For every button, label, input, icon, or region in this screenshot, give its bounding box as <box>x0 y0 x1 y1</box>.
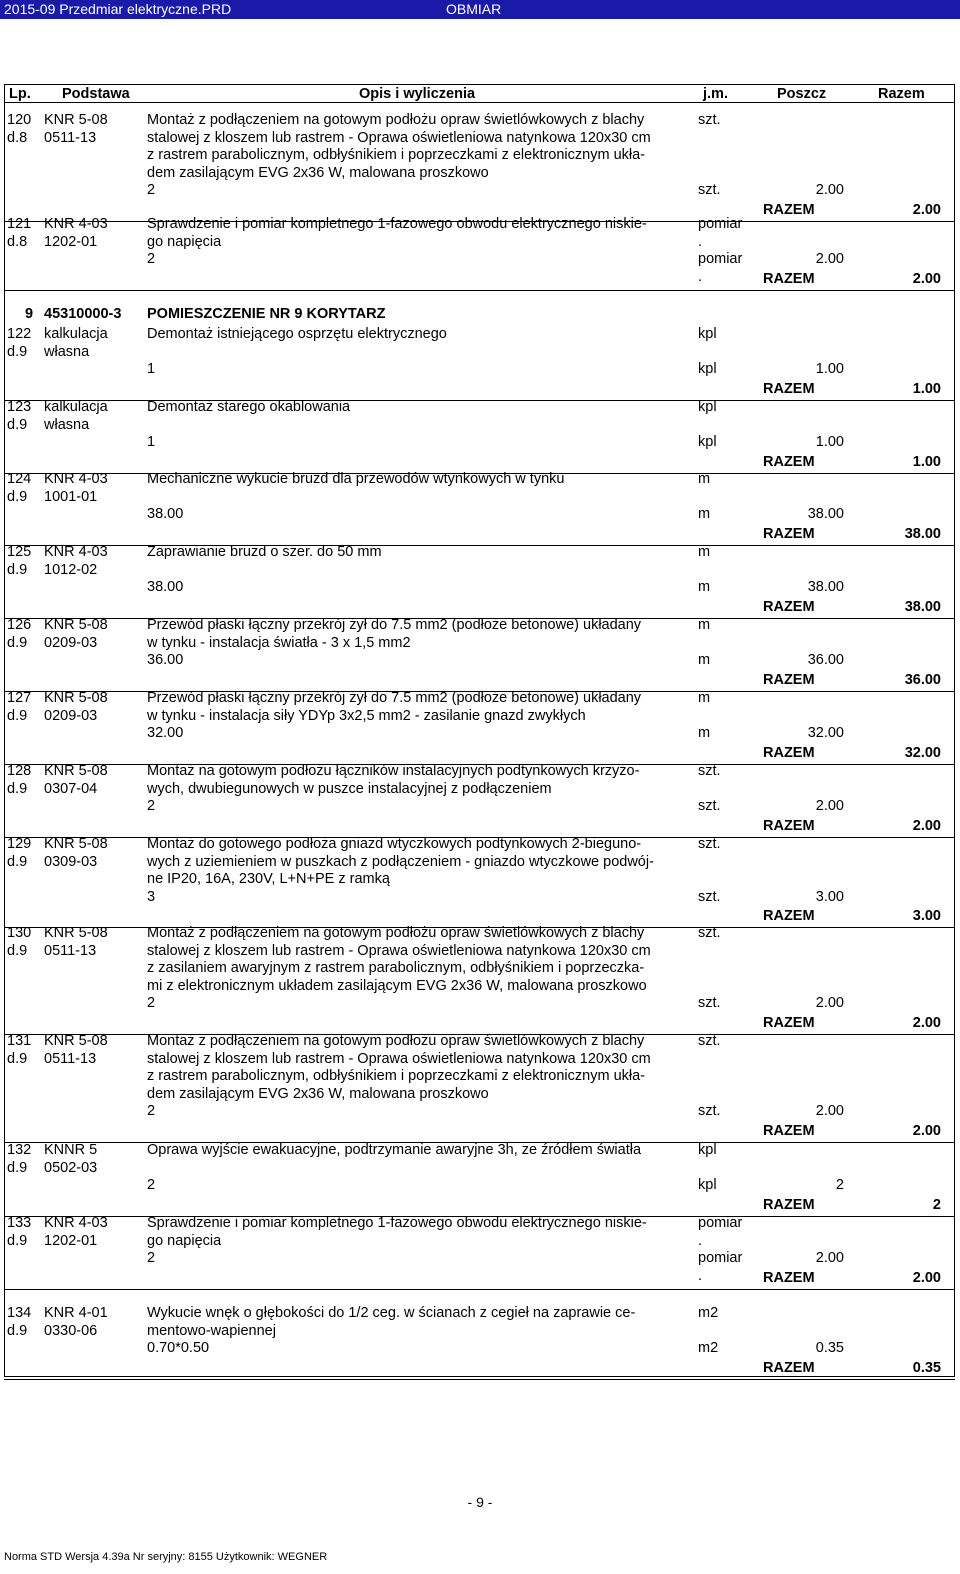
item-description-line: Sprawdzenie i pomiar kompletnego 1-fazowego obwodu elektrycznego niskie- <box>147 1215 647 1231</box>
item-chapter: d.9 <box>7 343 28 360</box>
item-calculation: 1 <box>147 434 156 451</box>
software-footer: Norma STD Wersja 4.39a Nr seryjny: 8155 Użytkownik: WEGNER <box>4 1551 328 1563</box>
item-base-position: własna <box>44 416 90 433</box>
item-chapter: d.9 <box>7 1159 28 1176</box>
item-calc-unit: m <box>698 506 711 523</box>
item-unit: m <box>698 471 711 487</box>
item-calc-unit: m <box>698 725 711 742</box>
item-chapter: d.9 <box>7 853 28 870</box>
item-calculation: 0.70*0.50 <box>147 1340 210 1357</box>
item-description-line: w tynku - instalacja siły YDYp 3x2,5 mm2 - zasilanie gnazd zwykłych <box>147 707 586 724</box>
item-base-position: 1202-01 <box>44 233 98 250</box>
item-lp: 132 <box>7 1142 32 1158</box>
item-description-line: Oprawa wyjście ewakuacyjne, podtrzymanie awaryjne 3h, ze źródłem światła <box>147 1142 642 1158</box>
item-description-line: stalowej z kloszem lub rastrem - Oprawa oświetleniowa natynkowa 120x30 cm <box>147 129 651 146</box>
item-description-line: Wykucie wnęk o głębokości do 1/2 ceg. w ścianach z cegieł na zaprawie ce- <box>147 1305 636 1321</box>
item-total-label: RAZEM <box>763 1123 815 1139</box>
item-base-catalog: KNR 4-03 <box>44 1215 108 1231</box>
item-unit: m <box>698 690 711 706</box>
item-base-position: 0307-04 <box>44 780 98 797</box>
item-total-value: 1.00 <box>912 453 941 470</box>
item-total-label: RAZEM <box>763 270 815 287</box>
item-lp: 120 <box>7 112 32 128</box>
item-base-catalog: KNR 5-08 <box>44 1033 108 1049</box>
item-lp: 129 <box>7 836 32 852</box>
item-partial-quantity: 2.00 <box>815 1250 844 1267</box>
item-calc-unit: szt. <box>698 888 721 905</box>
item-base-position: 0209-03 <box>44 707 98 724</box>
item-calculation: 2 <box>147 798 156 815</box>
item-chapter: d.9 <box>7 488 28 505</box>
item-total-label: RAZEM <box>763 598 815 615</box>
item-description-line: stalowej z kloszem lub rastrem - Oprawa oświetleniowa natynkowa 120x30 cm <box>147 942 651 959</box>
item-unit: szt. <box>698 763 721 779</box>
item-description-line: Demontaż starego okablowania <box>147 399 351 415</box>
item-base-catalog: KNR 5-08 <box>44 690 108 706</box>
item-description-line: Przewód płaski łączny przekrój żył do 7.5 mm2 (podłoże betonowe) układany <box>147 690 642 706</box>
item-unit: kpl <box>698 399 717 415</box>
item-description-line: wych z uziemieniem w puszkach z podłączeniem - gniazdo wtyczkowe podwój- <box>147 853 654 870</box>
item-lp: 133 <box>7 1215 32 1231</box>
item-partial-quantity: 3.00 <box>815 888 844 905</box>
item-chapter: d.9 <box>7 416 28 433</box>
item-base-catalog: KNR 4-03 <box>44 216 108 232</box>
item-total-label: RAZEM <box>763 744 815 761</box>
item-description-line: Sprawdzenie i pomiar kompletnego 1-fazowego obwodu elektrycznego niskie- <box>147 216 647 232</box>
item-total-label: RAZEM <box>763 453 815 470</box>
item-lp: 134 <box>7 1305 32 1321</box>
item-partial-quantity: 0.35 <box>815 1340 844 1357</box>
item-chapter: d.9 <box>7 634 28 651</box>
item-base-catalog: KNR 5-08 <box>44 836 108 852</box>
item-partial-quantity: 2 <box>835 1177 844 1194</box>
item-total-label: RAZEM <box>763 817 815 834</box>
section-number: 9 <box>25 306 34 322</box>
item-partial-quantity: 38.00 <box>807 579 844 596</box>
item-description-line: Mechaniczne wykucie bruzd dla przewodów wtynkowych w tynku <box>147 471 565 487</box>
item-total-label: RAZEM <box>763 202 815 218</box>
item-description-line: z zasilaniem awaryjnym z rastrem parabolicznym, odbłyśnikiem i poprzeczka- <box>147 960 645 977</box>
item-base-position: własna <box>44 343 90 360</box>
item-calc-unit: kpl <box>698 1177 717 1194</box>
item-base-position: 0330-06 <box>44 1322 98 1339</box>
item-total-label: RAZEM <box>763 525 815 542</box>
item-unit: m2 <box>698 1305 719 1321</box>
item-base-position: 0511-13 <box>44 1050 97 1067</box>
item-base-position: 0511-13 <box>44 942 97 959</box>
item-unit: pomiar <box>698 216 743 232</box>
item-unit: szt. <box>698 836 721 852</box>
item-chapter: d.9 <box>7 707 28 724</box>
item-calculation: 32.00 <box>147 725 184 742</box>
item-unit: pomiar <box>698 1215 743 1231</box>
item-description-line: Montaż z podłączeniem na gotowym podłożu opraw świetlówkowych z blachy <box>147 925 645 941</box>
item-description-line: Montaż z podłączeniem na gotowym podłożu opraw świetlówkowych z blachy <box>147 1033 645 1049</box>
item-calc-unit: szt. <box>698 1103 721 1120</box>
item-calculation: 2 <box>147 1177 156 1194</box>
item-calc-unit: szt. <box>698 798 721 815</box>
item-description-line: dem zasilającym EVG 2x36 W, malowana proszkowo <box>147 164 489 181</box>
window-title: 2015-09 Przedmiar elektryczne.PRD <box>4 1 232 17</box>
col-header-lp: Lp. <box>9 86 31 102</box>
item-total-value: 0.35 <box>912 1359 941 1376</box>
item-partial-quantity: 2.00 <box>815 1103 844 1120</box>
item-base-catalog: kalkulacja <box>44 399 108 415</box>
section-title: POMIESZCZENIE NR 9 KORYTARZ <box>147 306 386 322</box>
item-base-position: 1012-02 <box>44 561 98 578</box>
col-header-opis: Opis i wyliczenia <box>359 86 476 102</box>
item-total-value: 1.00 <box>912 380 941 397</box>
item-description-line: dem zasilającym EVG 2x36 W, malowana proszkowo <box>147 1085 489 1102</box>
item-base-catalog: kalkulacja <box>44 326 108 342</box>
item-calculation: 36.00 <box>147 652 184 669</box>
col-header-poszcz: Poszcz <box>777 86 827 102</box>
item-description-line: z rastrem parabolicznym, odbłyśnikiem i poprzeczkami z elektronicznym ukła- <box>147 1068 645 1085</box>
item-calculation: 38.00 <box>147 579 184 596</box>
item-calc-unit: szt. <box>698 182 721 199</box>
item-total-value: 2 <box>932 1196 941 1213</box>
item-base-catalog: KNR 5-08 <box>44 617 108 633</box>
col-header-jm: j.m. <box>703 86 728 102</box>
item-base-position: 0209-03 <box>44 634 98 651</box>
item-calculation: 2 <box>147 995 156 1012</box>
window-title-bar <box>0 0 960 19</box>
item-calc-unit: szt. <box>698 995 721 1012</box>
item-calc-unit: kpl <box>698 434 717 451</box>
page-number: - 9 - <box>467 1494 493 1510</box>
item-description-line: w tynku - instalacja światła - 3 x 1,5 mm2 <box>147 634 411 651</box>
item-total-label: RAZEM <box>763 908 815 925</box>
item-calc-unit: . <box>698 268 703 285</box>
item-calc-unit: m <box>698 579 711 596</box>
item-calculation: 2 <box>147 1103 156 1120</box>
item-unit: . <box>698 1232 703 1249</box>
item-base-position: 1202-01 <box>44 1232 98 1249</box>
item-description-line: Demontaż istniejącego osprzętu elektrycznego <box>147 326 447 342</box>
item-unit: kpl <box>698 1142 717 1158</box>
item-total-value: 38.00 <box>904 525 941 542</box>
item-total-label: RAZEM <box>763 1015 815 1031</box>
item-partial-quantity: 2.00 <box>815 798 844 815</box>
item-total-label: RAZEM <box>763 671 815 688</box>
item-chapter: d.9 <box>7 1322 28 1339</box>
item-partial-quantity: 2.00 <box>815 995 844 1012</box>
item-divider <box>4 290 955 291</box>
item-calculation: 2 <box>147 251 156 268</box>
item-partial-quantity: 32.00 <box>807 725 844 742</box>
item-partial-quantity: 38.00 <box>807 506 844 523</box>
item-total-value: 3.00 <box>912 908 941 925</box>
col-header-razem: Razem <box>878 86 925 102</box>
sheet-title: OBMIAR <box>446 1 502 17</box>
item-description-line: go napięcia <box>147 1232 222 1249</box>
item-total-label: RAZEM <box>763 1196 815 1213</box>
item-base-position: 0502-03 <box>44 1159 98 1176</box>
item-calculation: 2 <box>147 182 156 199</box>
item-calculation: 2 <box>147 1250 156 1267</box>
item-description-line: Przewód płaski łączny przekrój żył do 7.5 mm2 (podłoże betonowe) układany <box>147 617 642 633</box>
item-chapter: d.8 <box>7 233 28 250</box>
item-divider <box>4 1379 955 1380</box>
item-lp: 131 <box>7 1033 32 1049</box>
item-lp: 125 <box>7 544 32 560</box>
item-unit: kpl <box>698 326 717 342</box>
item-chapter: d.8 <box>7 129 28 146</box>
item-lp: 123 <box>7 399 32 415</box>
item-total-label: RAZEM <box>763 1269 815 1286</box>
item-partial-quantity: 1.00 <box>815 361 844 378</box>
item-description-line: z rastrem parabolicznym, odbłyśnikiem i poprzeczkami z elektronicznym ukła- <box>147 147 645 164</box>
item-calculation: 1 <box>147 361 156 378</box>
item-lp: 124 <box>7 471 32 487</box>
item-calculation: 3 <box>147 888 156 905</box>
item-total-value: 2.00 <box>912 1123 941 1139</box>
item-calc-unit: pomiar <box>698 1250 743 1267</box>
item-partial-quantity: 36.00 <box>807 652 844 669</box>
item-unit: szt. <box>698 112 721 128</box>
item-base-catalog: KNR 4-03 <box>44 544 108 560</box>
item-lp: 121 <box>7 216 32 232</box>
item-calc-unit: . <box>698 1267 703 1284</box>
item-calculation: 38.00 <box>147 506 184 523</box>
item-base-catalog: KNR 5-08 <box>44 112 108 128</box>
item-unit: szt. <box>698 1033 721 1049</box>
header-divider <box>4 102 955 103</box>
item-total-label: RAZEM <box>763 380 815 397</box>
item-total-label: RAZEM <box>763 1359 815 1376</box>
item-base-catalog: KNR 4-01 <box>44 1305 108 1321</box>
item-description-line: Zaprawianie bruzd o szer. do 50 mm <box>147 544 382 560</box>
item-total-value: 2.00 <box>912 270 941 287</box>
item-chapter: d.9 <box>7 780 28 797</box>
item-unit: . <box>698 233 703 250</box>
item-total-value: 36.00 <box>904 671 941 688</box>
item-total-value: 2.00 <box>912 1015 941 1031</box>
item-partial-quantity: 2.00 <box>815 182 844 199</box>
item-total-value: 38.00 <box>904 598 941 615</box>
item-total-value: 32.00 <box>904 744 941 761</box>
item-lp: 130 <box>7 925 32 941</box>
item-base-catalog: KNR 5-08 <box>44 925 108 941</box>
item-description-line: mi z elektronicznym układem zasilającym EVG 2x36 W, malowana proszkowo <box>147 977 647 994</box>
item-chapter: d.9 <box>7 1232 28 1249</box>
item-total-value: 2.00 <box>912 817 941 834</box>
item-base-position: 1001-01 <box>44 488 98 505</box>
item-description-line: Montaż z podłączeniem na gotowym podłożu opraw świetlówkowych z blachy <box>147 112 645 128</box>
item-lp: 122 <box>7 326 32 342</box>
item-total-value: 2.00 <box>912 1269 941 1286</box>
item-unit: szt. <box>698 925 721 941</box>
item-description-line: Montaż na gotowym podłożu łączników instalacyjnych podtynkowych krzyżo- <box>147 763 640 779</box>
item-description-line: stalowej z kloszem lub rastrem - Oprawa oświetleniowa natynkowa 120x30 cm <box>147 1050 651 1067</box>
item-base-catalog: KNR 5-08 <box>44 763 108 779</box>
item-lp: 128 <box>7 763 32 779</box>
item-chapter: d.9 <box>7 561 28 578</box>
item-calc-unit: pomiar <box>698 251 743 268</box>
item-base-catalog: KNR 4-03 <box>44 471 108 487</box>
item-base-position: 0511-13 <box>44 129 97 146</box>
item-description-line: wych, dwubiegunowych w puszce instalacyjnej z podłączeniem <box>147 780 552 797</box>
section-code: 45310000-3 <box>44 306 122 322</box>
item-lp: 126 <box>7 617 32 633</box>
item-lp: 127 <box>7 690 32 706</box>
item-divider <box>4 1289 955 1290</box>
item-description-line: ne IP20, 16A, 230V, L+N+PE z ramką <box>147 871 390 888</box>
item-chapter: d.9 <box>7 1050 28 1067</box>
item-base-catalog: KNNR 5 <box>44 1142 98 1158</box>
item-chapter: d.9 <box>7 942 28 959</box>
item-base-position: 0309-03 <box>44 853 98 870</box>
item-description-line: mentowo-wapiennej <box>147 1322 276 1339</box>
item-calc-unit: m2 <box>698 1340 719 1357</box>
item-total-value: 2.00 <box>912 202 941 218</box>
item-calc-unit: kpl <box>698 361 717 378</box>
item-calc-unit: m <box>698 652 711 669</box>
item-partial-quantity: 1.00 <box>815 434 844 451</box>
col-header-podstawa: Podstawa <box>62 86 130 102</box>
item-unit: m <box>698 544 711 560</box>
item-unit: m <box>698 617 711 633</box>
item-partial-quantity: 2.00 <box>815 251 844 268</box>
item-description-line: Montaż do gotowego podłoża gniazd wtyczkowych podtynkowych 2-bieguno- <box>147 836 642 852</box>
item-description-line: go napięcia <box>147 233 222 250</box>
